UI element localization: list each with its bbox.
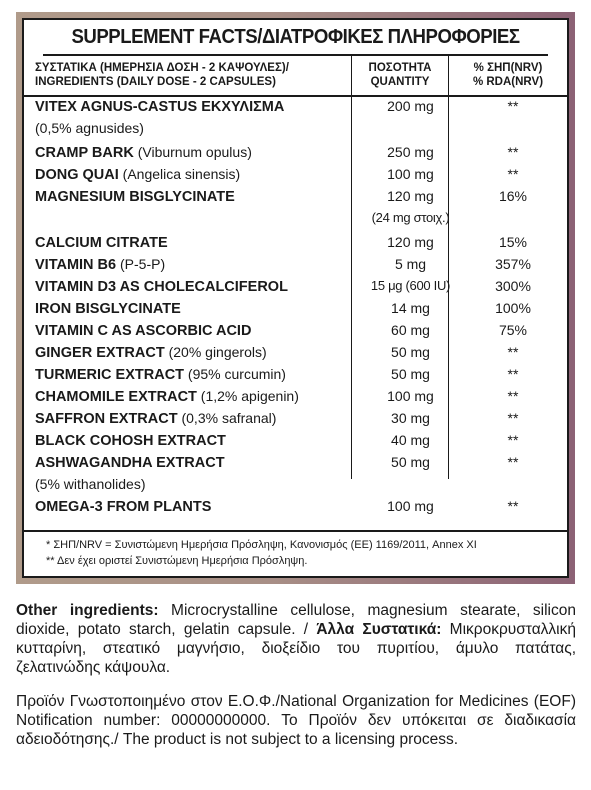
table-row (24, 231, 567, 254)
other-ingredients-text: Microcrystalline cellulose, magnesium stearate, silicon dioxide, potato starch, gelatin capsule. / (16, 602, 576, 638)
ingredient-name: MAGNESIUM BISGLYCINATE (35, 189, 235, 205)
table-row (24, 473, 567, 496)
ingredient-cell (24, 231, 362, 254)
footnotes (24, 530, 567, 576)
supplement-facts-panel (22, 18, 569, 578)
ingredient-detail: (20% gingerols) (164, 344, 267, 360)
nrv-cell (459, 207, 567, 229)
quantity-cell: 100 mg (387, 498, 434, 514)
ingredient-name: CHAMOMILE EXTRACT (35, 389, 197, 405)
nrv-cell: 357% (495, 256, 531, 272)
quantity-header-gr: ΠΟΣΟΤΗΤΑ (368, 62, 432, 74)
quantity-cell: 100 mg (387, 166, 434, 182)
ingredient-cell (24, 473, 362, 496)
ingredient-cell (24, 385, 362, 408)
nrv-cell: ** (507, 366, 519, 382)
notification-paragraph: Προϊόν Γνωστοποιημένο στον Ε.Ο.Φ./National Organization for Medicines (EOF) Notification number: 00000000000. Το Προϊόν δεν υπόκειται σε διαδικασία αδειοδότησης./ The product is not subject to a licensing process. (16, 693, 576, 748)
ingredient-name: VITAMIN B6 (35, 257, 117, 273)
quantity-cell: (24 mg στοιχ.) (371, 210, 450, 225)
table-body (24, 97, 567, 515)
table-row (24, 319, 567, 342)
quantity-header-en: QUANTITY (370, 76, 430, 88)
table-row (24, 275, 567, 298)
table-row (24, 207, 567, 229)
table-row (24, 141, 567, 164)
nrv-cell: ** (507, 344, 519, 360)
table-row (24, 363, 567, 386)
ingredient-name: OMEGA-3 FROM PLANTS (35, 499, 212, 515)
footnote-no-rda: ** Δεν έχει οριστεί Συνιστώμενη Ημερήσια Πρόσληψη. (46, 555, 308, 567)
nrv-cell: 16% (498, 188, 528, 204)
ingredient-name: VITEX AGNUS-CASTUS ΕΚΧΥΛΙΣΜΑ (35, 99, 285, 115)
quantity-cell: 200 mg (387, 98, 434, 114)
ingredient-cell (24, 297, 362, 320)
ingredients-header (24, 56, 351, 95)
nrv-header-en: % RDA(NRV) (472, 76, 544, 88)
ingredient-detail: (0,3% safranal) (177, 410, 277, 426)
ingredient-name: GINGER EXTRACT (35, 345, 165, 361)
ingredient-name: SAFFRON EXTRACT (35, 411, 178, 427)
ingredient-name: VITAMIN D3 AS CHOLECALCIFEROL (35, 279, 288, 295)
nrv-cell: ** (507, 166, 519, 182)
nrv-cell: 100% (495, 300, 531, 316)
nrv-cell: ** (507, 410, 519, 426)
quantity-cell: 40 mg (391, 432, 430, 448)
notification-text (16, 692, 576, 749)
quantity-cell: 50 mg (391, 366, 430, 382)
ingredient-name: CRAMP BARK (35, 145, 134, 161)
ingredient-cell (24, 163, 362, 186)
ingredient-detail: (1,2% apigenin) (196, 388, 299, 404)
ingredient-cell (24, 117, 362, 140)
nrv-cell: 300% (495, 278, 531, 294)
quantity-cell: 60 mg (391, 322, 430, 338)
table-row (24, 341, 567, 364)
nrv-cell: ** (507, 144, 519, 160)
ingredient-detail: (P-5-P) (116, 256, 166, 272)
table-row (24, 495, 567, 518)
nrv-cell: ** (507, 388, 519, 404)
other-ingredients (16, 601, 576, 677)
ingredient-cell (24, 451, 362, 474)
table-row (24, 429, 567, 452)
quantity-cell: 250 mg (387, 144, 434, 160)
ingredient-name: DONG QUAI (35, 167, 119, 183)
quantity-cell: 14 mg (391, 300, 430, 316)
ingredient-cell (24, 495, 362, 518)
ingredient-cell (24, 185, 362, 208)
quantity-cell: 100 mg (387, 388, 434, 404)
other-ingredients-label-gr: Άλλα Συστατικά: (316, 621, 442, 638)
table-row (24, 117, 567, 140)
quantity-cell (362, 117, 459, 140)
ingredient-name: ASHWAGANDHA EXTRACT (35, 455, 225, 471)
quantity-cell: 50 mg (391, 344, 430, 360)
quantity-cell: 50 mg (391, 454, 430, 470)
quantity-header (351, 56, 448, 95)
quantity-cell: 120 mg (387, 234, 434, 250)
ingredient-cell (24, 407, 362, 430)
nrv-cell: ** (507, 498, 519, 514)
ingredient-cell (24, 253, 362, 276)
ingredient-detail: (0,5% agnusides) (35, 120, 144, 136)
quantity-cell (362, 473, 459, 496)
quantity-cell: 120 mg (387, 188, 434, 204)
ingredient-name: TURMERIC EXTRACT (35, 367, 185, 383)
nrv-cell (459, 473, 567, 496)
table-row (24, 253, 567, 276)
table-row (24, 95, 567, 118)
ingredients-header-gr: ΣΥΣΤΑΤΙΚΑ (ΗΜΕΡΗΣΙΑ ΔΟΣΗ - 2 ΚΑΨΟΥΛΕΣ)/ (35, 62, 289, 74)
nrv-cell: ** (507, 432, 519, 448)
nrv-cell: ** (507, 454, 519, 470)
quantity-cell: 15 μg (600 IU) (370, 278, 451, 293)
ingredient-name: IRON BISGLYCINATE (35, 301, 181, 317)
nrv-cell: 15% (498, 234, 528, 250)
ingredient-cell (24, 207, 362, 229)
supplement-facts-frame (16, 12, 575, 584)
table-row (24, 407, 567, 430)
nrv-cell (459, 117, 567, 140)
nrv-cell: 75% (498, 322, 528, 338)
ingredient-cell (24, 429, 362, 452)
ingredient-detail: (95% curcumin) (184, 366, 286, 382)
nrv-cell: ** (507, 98, 519, 114)
ingredient-name: VITAMIN C AS ASCORBIC ACID (35, 323, 252, 339)
table-row (24, 385, 567, 408)
ingredient-detail: (Angelica sinensis) (118, 166, 241, 182)
ingredient-cell (24, 363, 362, 386)
ingredient-cell (24, 141, 362, 164)
other-ingredients-label: Other ingredients: (16, 602, 159, 619)
table-row (24, 297, 567, 320)
ingredient-cell (24, 95, 362, 118)
nrv-header-gr: % ΣΗΠ(NRV) (473, 62, 543, 74)
nrv-header (448, 56, 567, 95)
quantity-cell: 5 mg (394, 256, 427, 272)
ingredient-name: CALCIUM CITRATE (35, 235, 168, 251)
ingredient-detail: (5% withanolides) (35, 476, 146, 492)
facts-title: SUPPLEMENT FACTS/ΔΙΑΤΡΟΦΙΚΕΣ ΠΛΗΡΟΦΟΡΙΕΣ (43, 20, 548, 56)
table-row (24, 185, 567, 208)
ingredient-detail: (Viburnum opulus) (133, 144, 252, 160)
ingredient-cell (24, 275, 362, 298)
table-row (24, 163, 567, 186)
ingredients-header-en: INGREDIENTS (DAILY DOSE - 2 CAPSULES) (35, 76, 276, 88)
ingredient-cell (24, 341, 362, 364)
other-ingredients-text-gr: Μικροκρυσταλλική κυτταρίνη, στεατικό μαγνήσιο, διοξείδιο του πυριτίου, άμυλο πατάτας, ζελατινώδης κάψουλα. (16, 621, 576, 676)
table-row (24, 451, 567, 474)
ingredient-cell (24, 319, 362, 342)
quantity-cell: 30 mg (391, 410, 430, 426)
table-header (24, 56, 567, 97)
ingredient-name: BLACK COHOSH EXTRACT (35, 433, 226, 449)
footnote-nrv: * ΣΗΠ/NRV = Συνιστώμενη Ημερήσια Πρόσληψη, Κανονισμός (ΕΕ) 1169/2011, Annex XI (46, 539, 477, 551)
